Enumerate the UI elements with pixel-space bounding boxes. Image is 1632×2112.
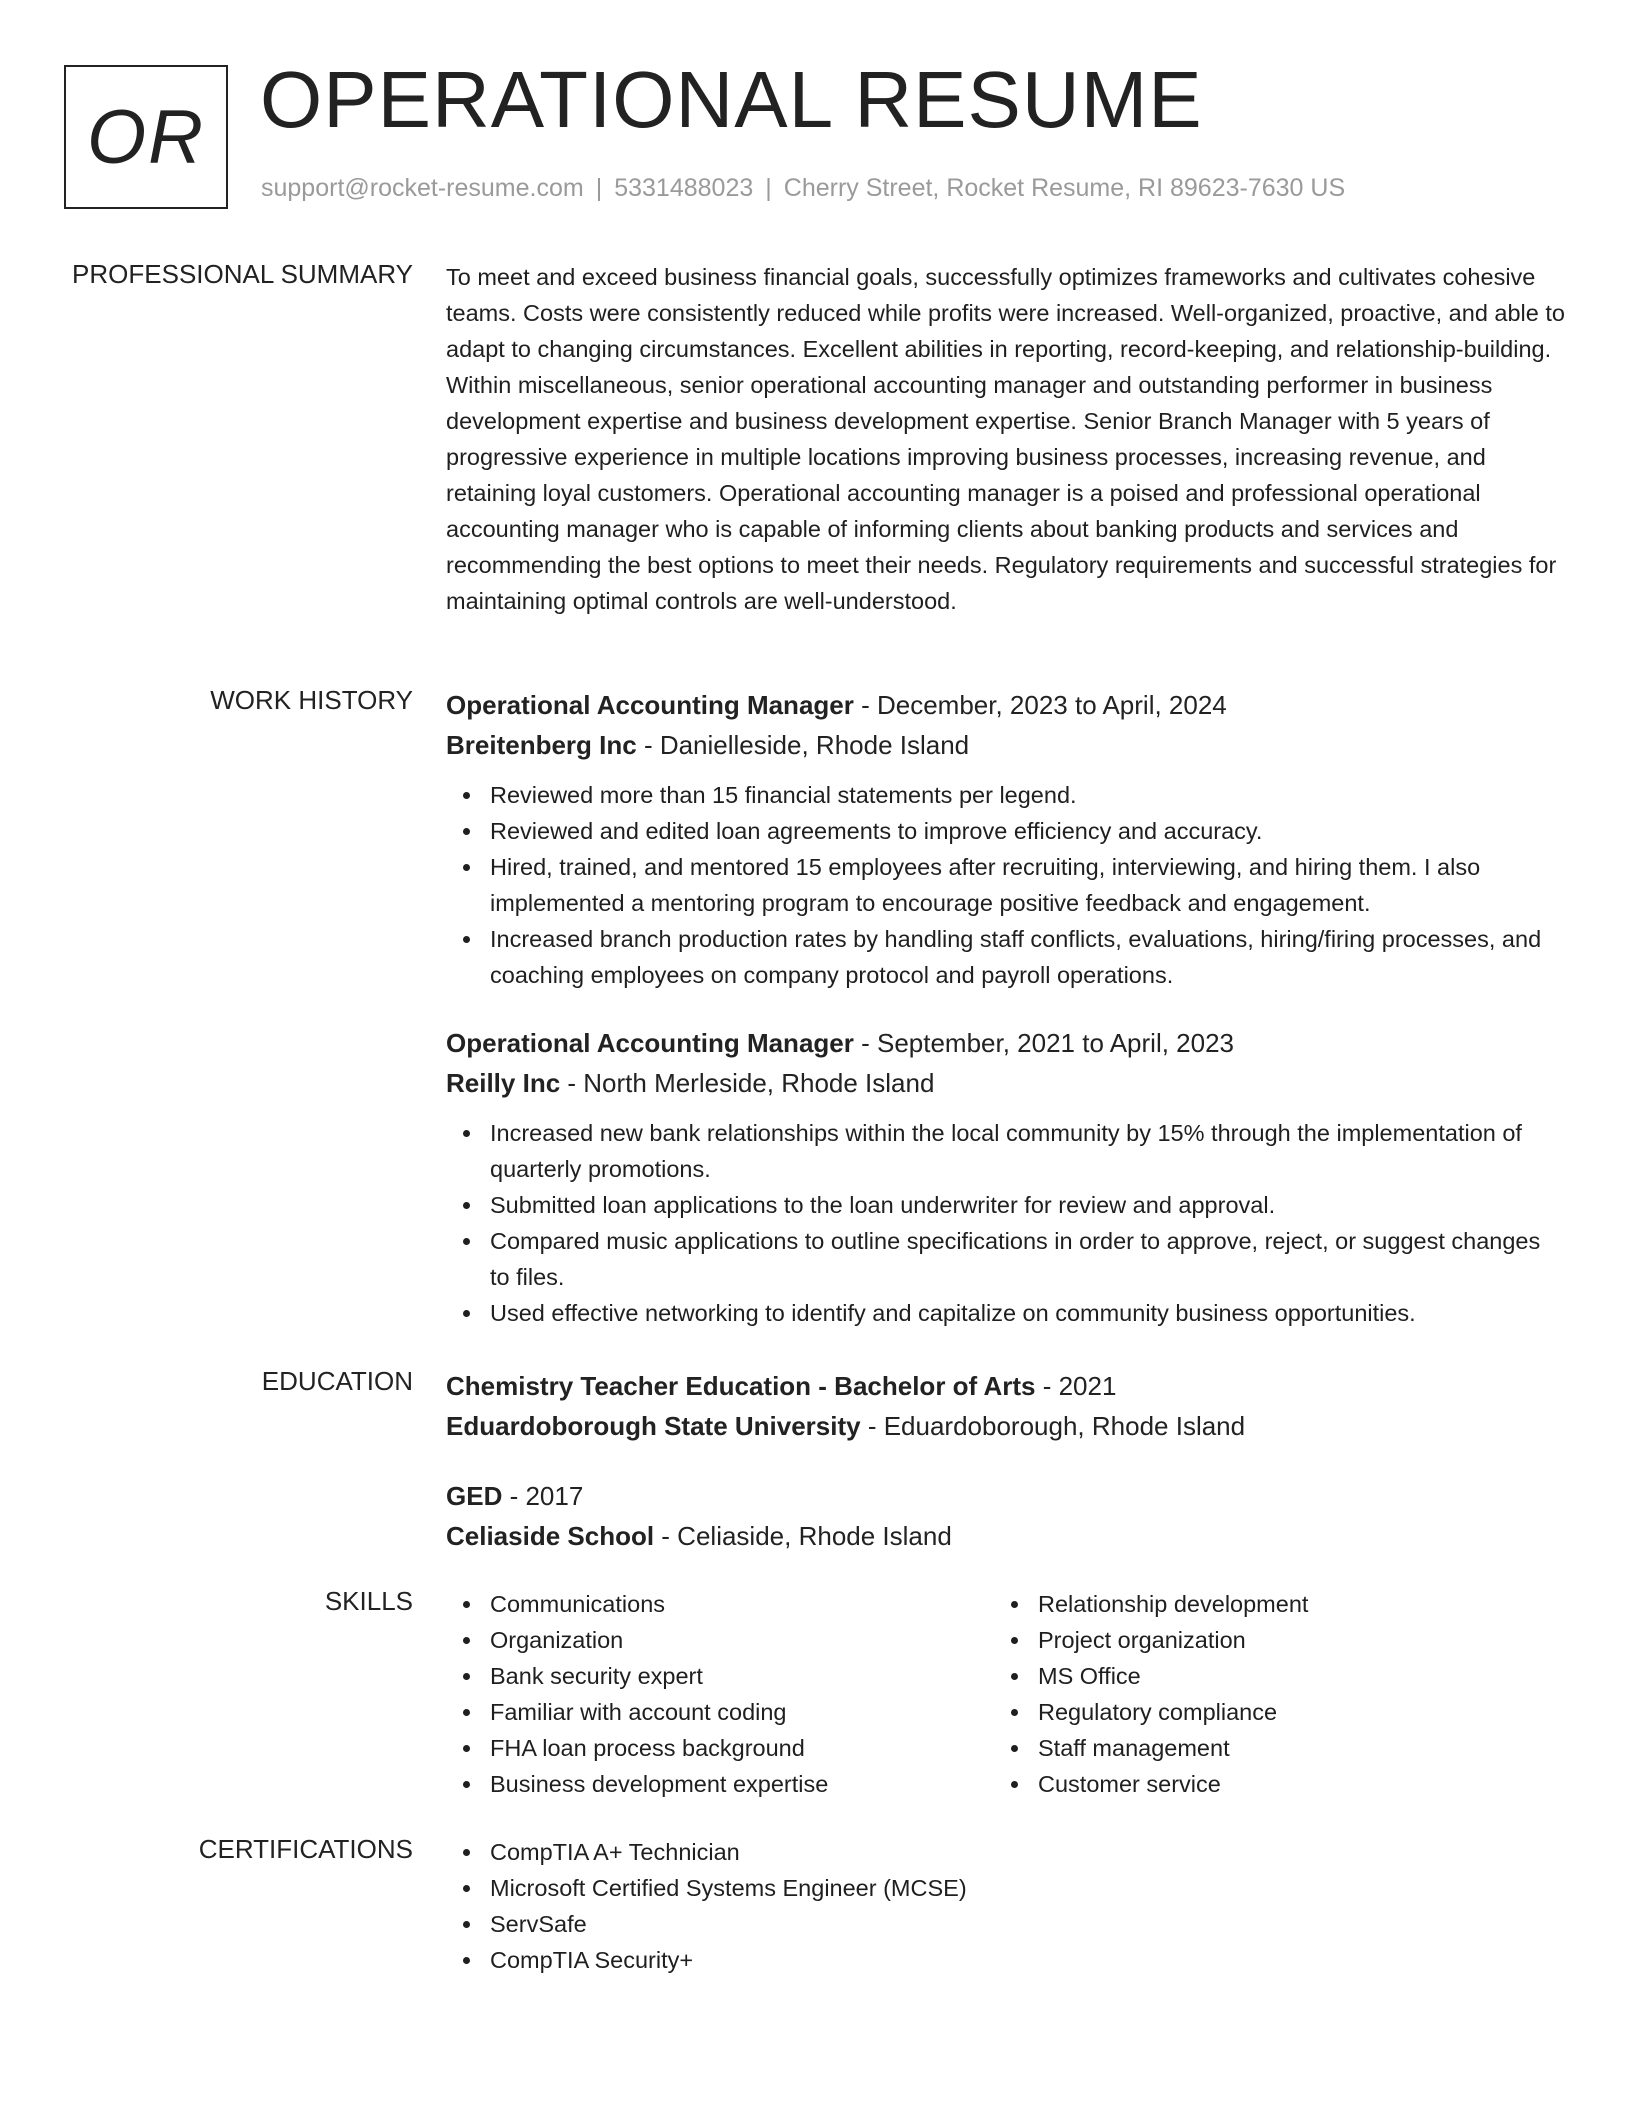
job-bullet: Compared music applications to outline specifications in order to approve, reject, or suggest changes to files. <box>490 1223 1566 1295</box>
contact-phone[interactable]: 5331488023 <box>614 174 754 202</box>
job-entry <box>446 685 1566 993</box>
education-degree-line <box>446 1366 1566 1406</box>
certification-item: ServSafe <box>490 1906 1566 1942</box>
education-location: - Eduardoborough, Rhode Island <box>860 1411 1246 1441</box>
education-location: - Celiaside, Rhode Island <box>654 1521 952 1551</box>
certification-item: CompTIA A+ Technician <box>490 1834 1566 1870</box>
skill-item: Communications <box>490 1586 994 1622</box>
job-company: Reilly Inc <box>446 1068 561 1098</box>
education-entry <box>446 1476 1566 1556</box>
education-entry <box>446 1366 1566 1446</box>
skill-item: Staff management <box>1038 1730 1542 1766</box>
job-title-line <box>446 1023 1566 1063</box>
contact-email[interactable]: support@rocket-resume.com <box>261 174 584 202</box>
job-title: Operational Accounting Manager <box>446 690 854 720</box>
skill-item: Relationship development <box>1038 1586 1542 1622</box>
section-label-certifications: CERTIFICATIONS <box>198 1834 413 1864</box>
skill-item: Familiar with account coding <box>490 1694 994 1730</box>
education-school-line <box>446 1516 1566 1556</box>
job-company: Breitenberg Inc <box>446 730 637 760</box>
monogram-box <box>64 65 228 209</box>
job-company-line <box>446 1063 1566 1103</box>
section-label-skills: SKILLS <box>324 1586 413 1616</box>
section-label-education: EDUCATION <box>261 1366 413 1396</box>
skill-item: FHA loan process background <box>490 1730 994 1766</box>
skills-list-right <box>994 1586 1542 1802</box>
education-year: - 2021 <box>1035 1371 1117 1401</box>
job-bullets <box>446 1115 1566 1331</box>
job-bullet: Hired, trained, and mentored 15 employees after recruiting, interviewing, and hiring them. I also implemented a mentoring program to encourage positive feedback and engagement. <box>490 849 1566 921</box>
job-bullet: Reviewed and edited loan agreements to improve efficiency and accuracy. <box>490 813 1566 849</box>
section-label-work: WORK HISTORY <box>210 685 413 715</box>
skill-item: MS Office <box>1038 1658 1542 1694</box>
section-label-summary: PROFESSIONAL SUMMARY <box>72 259 413 289</box>
job-title-line <box>446 685 1566 725</box>
contact-separator: | <box>765 174 772 202</box>
job-bullet: Reviewed more than 15 financial statements per legend. <box>490 777 1566 813</box>
job-bullet: Increased branch production rates by handling staff conflicts, evaluations, hiring/firing processes, and coaching employees on company protocol and payroll operations. <box>490 921 1566 993</box>
job-dates: - December, 2023 to April, 2024 <box>853 690 1227 720</box>
job-bullet: Used effective networking to identify and capitalize on community business opportunities. <box>490 1295 1566 1331</box>
skill-item: Project organization <box>1038 1622 1542 1658</box>
job-company-line <box>446 725 1566 765</box>
job-dates: - September, 2021 to April, 2023 <box>853 1028 1235 1058</box>
skill-item: Organization <box>490 1622 994 1658</box>
skill-item: Customer service <box>1038 1766 1542 1802</box>
skill-item: Regulatory compliance <box>1038 1694 1542 1730</box>
education-school: Celiaside School <box>446 1521 655 1551</box>
certifications-list <box>446 1834 1566 1978</box>
monogram-initials: OR <box>87 94 205 180</box>
education-degree: Chemistry Teacher Education - Bachelor of Arts <box>446 1371 1036 1401</box>
education-degree-line <box>446 1476 1566 1516</box>
job-bullet: Submitted loan applications to the loan underwriter for review and approval. <box>490 1187 1566 1223</box>
job-bullets <box>446 777 1566 993</box>
summary-text: To meet and exceed business financial goals, successfully optimizes frameworks and cultivates cohesive teams. Costs were consistently reduced while profits were increased. Well-organized, proactive, and able to adapt to changing circumstances. Excellent abilities in reporting, record-keeping, and relationship-building. Within miscellaneous, senior operational accounting manager and outstanding performer in business development expertise and business development expertise. Senior Branch Manager with 5 years of progressive experience in multiple locations improving business processes, increasing revenue, and retaining loyal customers. Operational accounting manager is a poised and professional operational accounting manager who is capable of informing clients about banking products and services and recommending the best options to meet their needs. Regulatory requirements and successful strategies for maintaining optimal controls are well-understood. <box>446 264 1565 614</box>
education-year: - 2017 <box>502 1481 584 1511</box>
skills-list-left <box>446 1586 994 1802</box>
certification-item: Microsoft Certified Systems Engineer (MCSE) <box>490 1870 1566 1906</box>
job-title: Operational Accounting Manager <box>446 1028 854 1058</box>
skill-item: Bank security expert <box>490 1658 994 1694</box>
education-school-line <box>446 1406 1566 1446</box>
job-entry <box>446 1023 1566 1331</box>
resume-title: OPERATIONAL RESUME <box>260 55 1203 144</box>
job-location: - North Merleside, Rhode Island <box>560 1068 935 1098</box>
skills-columns <box>446 1586 1566 1802</box>
education-school: Eduardoborough State University <box>446 1411 861 1441</box>
contact-address: Cherry Street, Rocket Resume, RI 89623-7630 US <box>783 174 1346 202</box>
job-location: - Danielleside, Rhode Island <box>636 730 970 760</box>
skill-item: Business development expertise <box>490 1766 994 1802</box>
education-degree: GED <box>446 1481 503 1511</box>
job-bullet: Increased new bank relationships within the local community by 15% through the implementation of quarterly promotions. <box>490 1115 1566 1187</box>
contact-separator: | <box>595 174 603 202</box>
contact-line <box>261 174 1345 203</box>
certification-item: CompTIA Security+ <box>490 1942 1566 1978</box>
